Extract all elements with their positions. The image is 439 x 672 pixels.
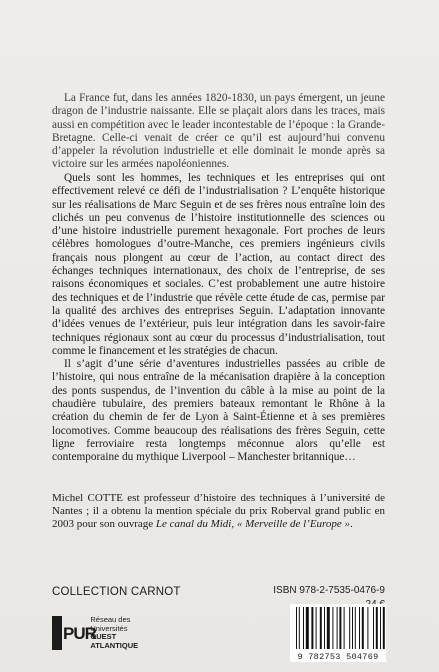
isbn-barcode xyxy=(290,604,386,662)
barcode-digits: 9 782753 504769 xyxy=(290,652,386,662)
author-book-title: Le canal du Midi, « Merveille de l’Europe » xyxy=(155,518,351,530)
publisher-name xyxy=(90,616,162,650)
description-paragraph-2: Il s’agit d’une série d’aventures industrielles passées au crible de l’histoire, qui nous entraîne de la mécanisation drapière à la conception des ponts suspendus, de l’invention du câble à la mise au point de la chaudière tubulaire, des premiers bateaux remontant le Rhône à la création du chemin de fer de Lyon à Saint-Étienne et à ses premières locomotives. Comme beaucoup des réalisations des frères Seguin, cette ligne ferroviaire resta longtemps méconnue alors qu’elle est contemporaine du mythique Liverpool – Manchester britannique… xyxy=(52,358,385,464)
pur-logo-mark xyxy=(52,616,96,650)
collection-name: COLLECTION CARNOT xyxy=(52,586,181,598)
publisher-logo xyxy=(52,616,162,650)
publisher-line-2: OUEST ATLANTIQUE xyxy=(90,632,139,650)
intro-text: La France fut, dans les années 1820-1830, un pays émergent, un jeune dragon de l’industrie naissante. Elle se plaçait alors dans les traces, mais aussi en compétition avec le leader incontestable de l’époque : la Grande-Bretagne. Celle-ci venait de créer ce qu’il est aujourd’hui convenu d’appeler la révolution industrielle et elle dominait le monde après sa victoire sur les armées napoléoniennes. xyxy=(52,92,385,171)
barcode-bars xyxy=(290,604,386,651)
isbn: ISBN 978-2-7535-0476-9 xyxy=(273,585,385,596)
description-paragraph-1: Quels sont les hommes, les techniques et les entreprises qui ont effectivement relevé ce défi de l’industrialisation ? L’enquête historique sur les réalisations de Marc Seguin et de ses frères nous entraîne loin des clichés un peu convenus de l’histoire institutionnelle des sciences ou d’une histoire industrielle purement hexagonale. Fort proches de leurs célèbres homologues d’outre-Manche, ces premiers ingénieurs civils français nous plongent au cœur de l’action, au contact direct des échanges techniques internationaux, des choix de l’entreprise, de ses raisons économiques et sociales. C’est probablement une autre histoire des techniques et de l’industrie que révèle cette étude de cas, permise par la qualité des archives des entreprises Seguin. L’adaptation innovante d’idées venues de l’extérieur, puis leur intégration dans les savoir-faire techniques régionaux sont au cœur du processus d’industrialisation, tout comme le financement et les stratégies de chacun. xyxy=(52,172,385,357)
publisher-line-1: Réseau des Universités xyxy=(90,615,131,633)
author-bio-main: Michel COTTE est professeur d’histoire des techniques à l’université de Nantes ; il a obtenu la mention spéciale du prix Roberval grand public en 2003 pour son ouvrage xyxy=(52,492,385,530)
description-block xyxy=(52,172,385,465)
pur-logo-letters: PUR xyxy=(63,624,96,643)
author-bio xyxy=(52,492,385,531)
author-bio-text xyxy=(52,492,385,531)
intro-paragraph xyxy=(52,92,385,172)
author-bio-end: . xyxy=(350,518,353,530)
